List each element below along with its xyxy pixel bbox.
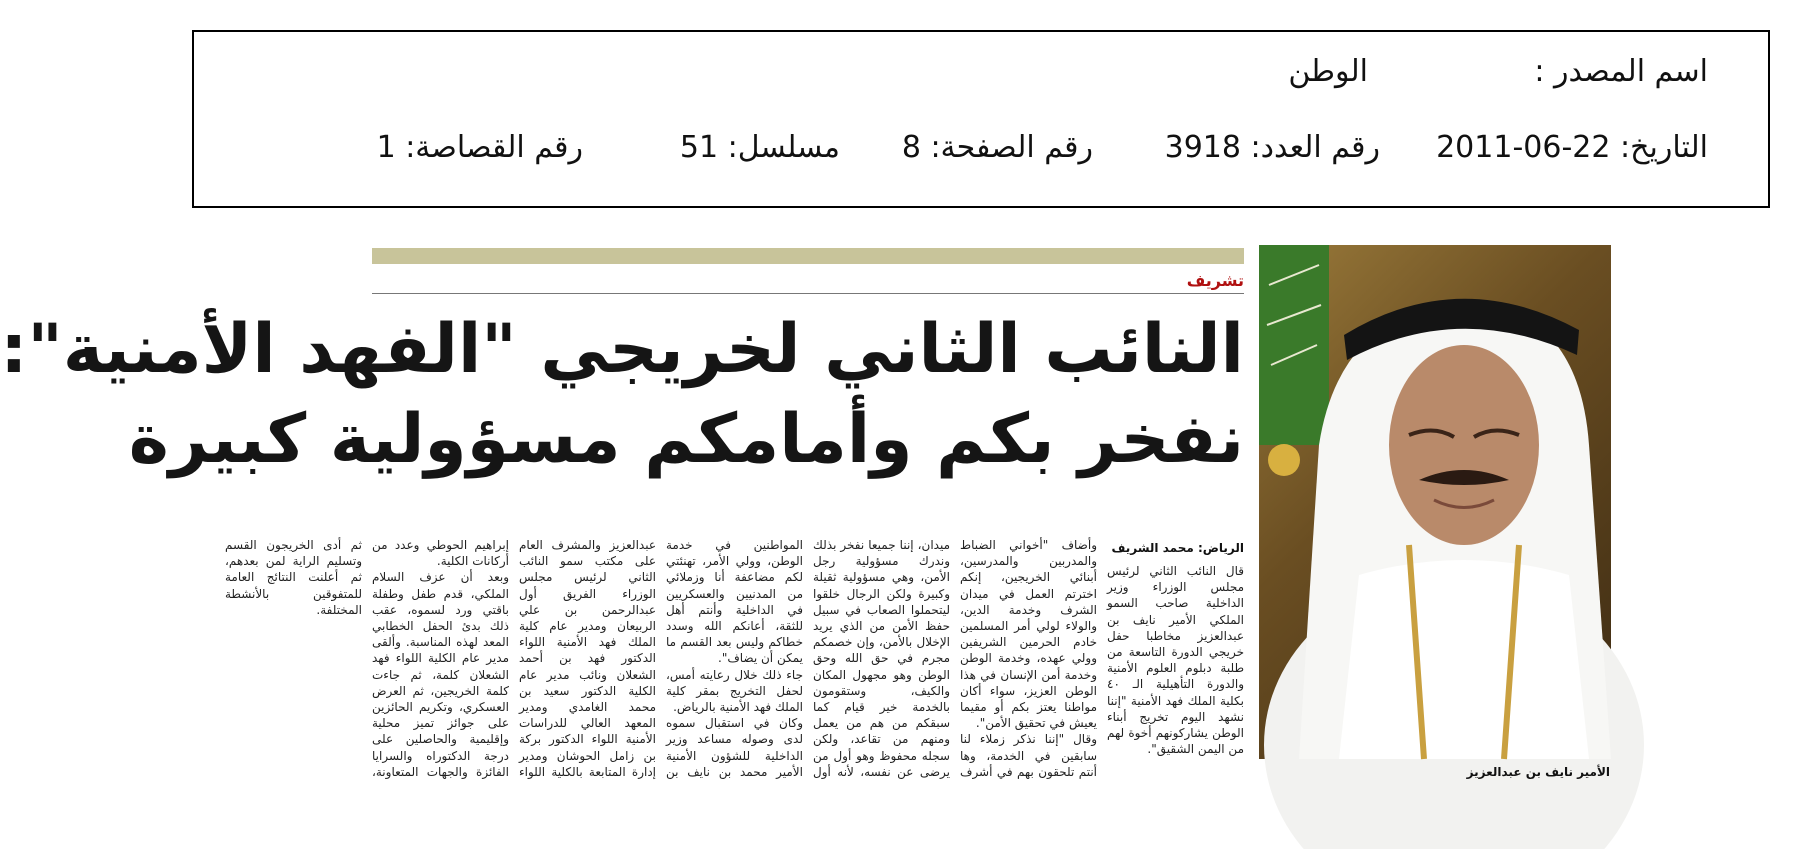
headline-line-1: النائب الثاني لخريجي "الفهد الأمنية": xyxy=(0,310,1244,389)
date-field: التاريخ: 22-06-2011 xyxy=(1436,130,1708,165)
section-tag: تشريف xyxy=(1186,271,1244,290)
clipping-number-field: رقم القصاصة: 1 xyxy=(376,130,583,165)
newspaper-clipping xyxy=(0,245,1612,805)
photo-caption: الأمير نايف بن عبدالعزيز xyxy=(1466,765,1610,779)
paragraph: وقال "إننا نذكر زملاء لنا سابقين في الخدمة، وها أنتم تلحقون بهم في أشرف ميدان، إننا جميعا نفخر بذلك وندرك مسؤولية رجل الأمن، وهي مسؤولية ثقيلة وكبيرة ولكن الرجال خلقوا ليتحملوا الصعاب في سبيل حفظ الأمن من الذي يريد الإخلال بالأمن، وإن خصمكم مجرم في حق الله وحق الوطن وهو مجهول المكان والكيف، وستقومون بالخدمة خير قيام كما سبقكم من هم من يعمل ومنهم من تقاعد، ولكن سجله محفوظ وهو أول من يرضى عن نفسه، لأنه أول المواطنين في خدمة الوطن، وولي الأمر، تهنئتي لكم مضاعفة أنا وزملائي من المدنيين والعسكريين في الداخلية وأنتم أهل للثقة، أعانكم الله وسدد خطاكم وليس بعد القسم ما يمكن أن يضاف". xyxy=(666,538,1097,779)
article-body xyxy=(225,537,1244,785)
paragraph: قال النائب الثاني لرئيس مجلس الوزراء وزير الداخلية صاحب السمو الملكي الأمير نايف بن عبدالعزيز مخاطبا حفل خريجي الدورة التاسعة من طلبة دبلوم العلوم الأمنية والدورة التأهيلية الـ ٤٠ بكلية الملك فهد الأمنية "إننا نشهد اليوم تخريج أبناء الوطن يشاركونهم أخوة لهم من اليمن الشقيق". xyxy=(1107,564,1244,757)
top-decor-bar xyxy=(372,248,1244,264)
headline-line-2: نفخر بكم وأمامكم مسؤولية كبيرة xyxy=(128,400,1244,479)
section-divider xyxy=(372,293,1244,294)
byline: الرياض: محمد الشريف xyxy=(1111,541,1244,555)
paragraph: وكان في استقبال سموه لدى وصوله مساعد وزير الداخلية للشؤون الأمنية الأمير محمد بن نايف بن عبدالعزيز والمشرف العام على مكتب سمو النائب الثاني لرئيس مجلس الوزراء الفريق أول عبدالرحمن بن علي الربيعان ومدير عام كلية الملك فهد الأمنية اللواء الدكتور فهد بن أحمد الشعلان ونائب مدير عام الكلية الدكتور سعيد بن محمد الغامدي ومدير المعهد العالي للدراسات الأمنية اللواء الدكتور بركة بن زامل الحوشان ومدير إدارة المتابعة بالكلية اللواء إبراهيم الحوطي وعدد من أركانات الكلية. xyxy=(372,538,803,779)
page-number-field: رقم الصفحة: 8 xyxy=(901,130,1093,165)
headline xyxy=(0,305,1244,485)
serial-field: مسلسل: 51 xyxy=(679,130,840,165)
paragraph: جاء ذلك خلال رعايته أمس، لحفل التخريج بمقر كلية الملك فهد الأمنية بالرياض. xyxy=(666,667,803,715)
source-info-box xyxy=(192,30,1770,208)
paragraph: وبعد أن عزف السلام الملكي، قدم طفل وطفلة باقتي ورد لسموه، عقب ذلك بدئ الحفل الخطابي المعد لهذه المناسبة. وألقى مدير عام الكلية اللواء فهد الشعلان كلمة، ثم جاءت كلمة الخريجين، ثم العرض العسكري، وتكريم الحائزين على جوائز تميز محلية وإقليمية والحاصلين على درجة الدكتوراه والسرايا الفائزة والجهات المتعاونة، ثم أدى الخريجون القسم وتسليم الراية لمن بعدهم، ثم أعلنت النتائج العامة للمتفوقين بالأنشطة المختلفة. xyxy=(225,538,509,779)
source-value: الوطن xyxy=(1288,54,1368,89)
paragraph: وأضاف "أخواني الضباط والمدربين والمدرسين، أبنائي الخريجين، إنكم اخترتم العمل في ميدان الشرف وخدمة الدين، والولاء لولي أمر المسلمين خادم الحرمين الشريفين وولي عهده، وخدمة الوطن وخدمة أمن الإنسان في هذا الوطن العزيز، سواء أكان مواطنا يعتز بكم أو مقيما يعيش في تحقيق الأمن". xyxy=(960,538,1097,731)
issue-number-field: رقم العدد: 3918 xyxy=(1164,130,1380,165)
source-label: اسم المصدر : xyxy=(1534,54,1708,89)
portrait-image xyxy=(1259,245,1611,759)
portrait-photo xyxy=(1259,245,1611,759)
